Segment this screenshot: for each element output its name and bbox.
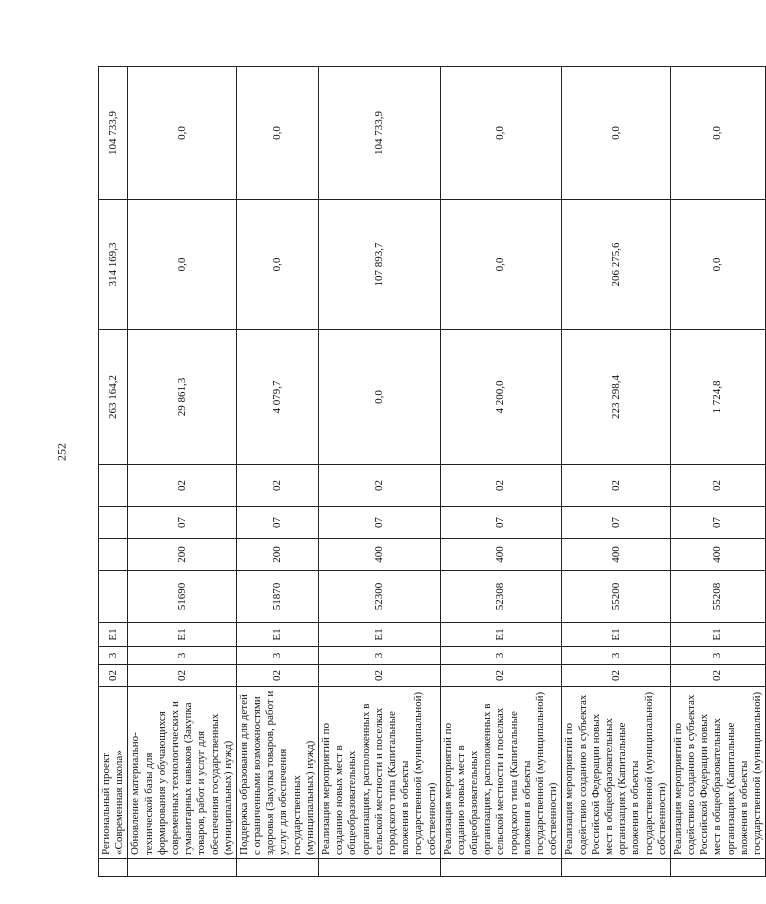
row-name: Реализация мероприятий по содействию созданию в субъектах Российской Федерации новых мест в общеобразовательных организациях (Капитальные вложения в объекты государственной (муниципальной) собственности) [562,687,671,859]
code-csr: 52308 [440,571,562,623]
value-year-1: 4 200,0 [440,330,562,465]
value-year-1: 4 079,7 [236,330,318,465]
code-gp: 02 [99,665,128,687]
code-pp: 3 [319,647,441,665]
value-year-2: 0,0 [236,200,318,330]
empty-cell [562,859,671,877]
value-year-2: 0,0 [128,200,237,330]
page-number: 252 [54,443,69,461]
code-pr: 02 [128,465,237,507]
code-pr: 02 [670,465,765,507]
table-row [319,67,441,877]
code-proj: E1 [562,623,671,647]
value-year-2: 107 893,7 [319,200,441,330]
rotated-table-wrapper [98,67,763,877]
row-name: Реализация мероприятий по созданию новых мест в общеобразовательных организациях, расположенных в сельской местности и поселках городского типа (Капитальные вложения в объекты государственной (муниципальной) собственности) [319,687,441,859]
row-name: Реализация мероприятий по содействию созданию в субъектах Российской Федерации новых мест в общеобразовательных организациях (Капитальные вложения в объекты государственной (муниципальной) [670,687,765,859]
value-year-3: 104 733,9 [99,67,128,200]
row-name: Региональный проект «Современная школа» [99,687,128,859]
code-rz [99,507,128,539]
code-pp: 3 [670,647,765,665]
empty-cell [670,859,765,877]
code-pr: 02 [319,465,441,507]
budget-table [98,66,766,877]
value-year-3: 0,0 [440,67,562,200]
empty-cell [319,859,441,877]
table-row [670,67,765,877]
code-pr [99,465,128,507]
row-name: Обновление материально-технической базы для формирования у обучающихся современных технологических и гуманитарных навыков (Закупка товаров, работ и услуг для обеспечения государственных (муниципальных) нужд) [128,687,237,859]
code-vr: 400 [319,539,441,571]
code-proj: E1 [128,623,237,647]
value-year-3: 0,0 [236,67,318,200]
code-proj: E1 [99,623,128,647]
code-pp: 3 [236,647,318,665]
value-year-2: 314 169,3 [99,200,128,330]
code-csr: 51690 [128,571,237,623]
value-year-1: 263 164,2 [99,330,128,465]
value-year-3: 0,0 [128,67,237,200]
code-gp: 02 [562,665,671,687]
code-pp: 3 [99,647,128,665]
row-name: Реализация мероприятий по созданию новых мест в общеобразовательных организациях, расположенных в сельской местности и поселках городского типа (Капитальные вложения в объекты государственной (муниципальной) собственности) [440,687,562,859]
row-name: Поддержка образования для детей с ограниченными возможностями здоровья (Закупка товаров, работ и услуг для обеспечения государственных (муниципальных) нужд) [236,687,318,859]
code-pp: 3 [128,647,237,665]
code-proj: E1 [440,623,562,647]
code-csr: 52300 [319,571,441,623]
code-csr: 55208 [670,571,765,623]
value-year-1: 29 861,3 [128,330,237,465]
code-vr: 400 [440,539,562,571]
value-year-1: 0,0 [319,330,441,465]
code-proj: E1 [319,623,441,647]
code-gp: 02 [670,665,765,687]
code-rz: 07 [440,507,562,539]
code-pp: 3 [562,647,671,665]
code-rz: 07 [319,507,441,539]
code-proj: E1 [236,623,318,647]
code-pr: 02 [236,465,318,507]
value-year-3: 0,0 [670,67,765,200]
empty-cell [236,859,318,877]
table-row [236,67,318,877]
code-vr: 200 [128,539,237,571]
code-gp: 02 [128,665,237,687]
table-row [99,67,128,877]
code-rz: 07 [236,507,318,539]
code-gp: 02 [236,665,318,687]
empty-cell [128,859,237,877]
code-rz: 07 [128,507,237,539]
empty-cell [99,859,128,877]
value-year-2: 206 275,6 [562,200,671,330]
value-year-2: 0,0 [440,200,562,330]
value-year-3: 104 733,9 [319,67,441,200]
value-year-3: 0,0 [562,67,671,200]
code-pp: 3 [440,647,562,665]
code-rz: 07 [562,507,671,539]
value-year-1: 1 724,8 [670,330,765,465]
code-proj: E1 [670,623,765,647]
table-row [128,67,237,877]
code-vr: 400 [562,539,671,571]
code-csr: 55200 [562,571,671,623]
empty-cell [440,859,562,877]
code-rz: 07 [670,507,765,539]
code-vr: 200 [236,539,318,571]
code-csr: 51870 [236,571,318,623]
table-row [440,67,562,877]
code-vr [99,539,128,571]
value-year-1: 223 298,4 [562,330,671,465]
code-vr: 400 [670,539,765,571]
code-gp: 02 [319,665,441,687]
code-csr [99,571,128,623]
value-year-2: 0,0 [670,200,765,330]
code-pr: 02 [562,465,671,507]
code-pr: 02 [440,465,562,507]
code-gp: 02 [440,665,562,687]
table-row [562,67,671,877]
